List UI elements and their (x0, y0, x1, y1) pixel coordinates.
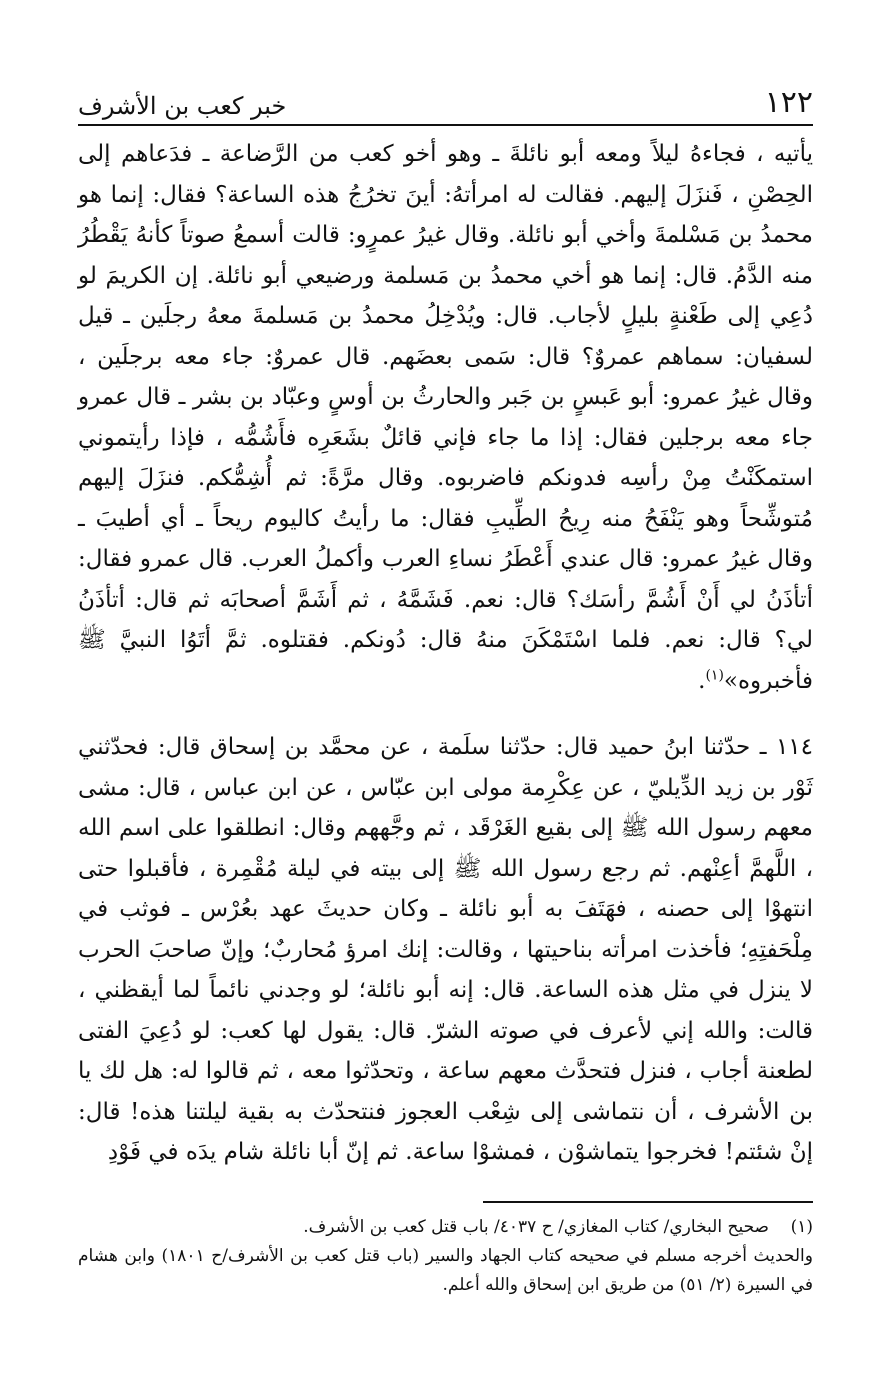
paragraph-2 (78, 727, 813, 1173)
footnote-1 (78, 1213, 813, 1242)
footnote-rule (483, 1201, 813, 1203)
footnote-2-text: والحديث أخرجه مسلم في صحيحه كتاب الجهاد والسير (باب قتل كعب بن الأشرف/ح ١٨٠١) وابن هشام في السيرة (٢/ ٥١) من طريق ابن إسحاق والله أعلم. (78, 1245, 813, 1295)
header-rule (78, 124, 813, 126)
paragraph-1-text: يأتيه ، فجاءهُ ليلاً ومعه أبو نائلةَ ـ وهو أخو كعب من الرَّضاعة ـ فدَعاهم إلى الحِصْنِ ، فَنزَلَ إليهم. فقالت له امرأتهُ: أينَ تخرُجُ هذه الساعة؟ فقال: إنما هو محمدُ بن مَسْلمةَ وأخي أبو نائلة. وقال غيرُ عمرٍو: قالت أسمعُ صوتاً كأنهُ يَقْطُرُ منه الدَّمُ. قال: إنما هو أخي محمدُ بن مَسلمة ورضيعي أبو نائلة. إن الكريمَ لو دُعِي إلى طَعْنةٍ بليلٍ لأجاب. قال: ويُدْخِلُ محمدُ بن مَسلمةَ معهُ رجلَين ـ قيل لسفيان: سماهم عمروٌ؟ قال: سَمى بعضَهم. قال عمروٌ: جاء معه برجلَين ، وقال غيرُ عمرو: أبو عَبسٍ بن جَبر والحارثُ بن أوسٍ وعبّاد بن بشر ـ قال عمرو جاء معه برجلين فقال: إذا ما جاء فإني قائلٌ بشَعَرِه فأَشُمُّه ، فإذا رأيتموني استمكَنْتُ مِنْ رأسِه فدونكم فاضربوه. وقال مرَّةً: ثم أُشِمُّكم. فنزَلَ إليهم مُتوشِّحاً وهو يَنْفَحُ منه رِيحُ الطِّيبِ فقال: ما رأيتُ كاليوم ريحاً ـ أي أطيبَ ـ وقال غيرُ عمرو: قال عندي أَعْطَرُ نساءِ العرب وأكملُ العرب. قال عمرو فقال: أتأذَنُ لي أَنْ أَشُمَّ رأسَك؟ قال: نعم. فَشَمَّهُ ، ثم أَشَمَّ أصحابَه ثم قال: أتأذَنُ لي؟ قال: نعم. فلما اسْتَمْكَنَ منهُ قال: دُونكم. فقتلوه. ثمَّ أتَوُا النبيَّ ﷺ فأخبروه» (78, 141, 813, 694)
running-header (78, 70, 813, 120)
footnotes (78, 1213, 813, 1300)
footnote-ref-1[interactable]: (١) (705, 666, 724, 683)
footnote-1-text: صحيح البخاري/ كتاب المغازي/ ح ٤٠٣٧/ باب قتل كعب بن الأشرف. (303, 1216, 769, 1237)
chapter-title: خبر كعب بن الأشرف (78, 92, 287, 120)
paragraph-2-text: ١١٤ ـ حدّثنا ابنُ حميد قال: حدّثنا سلَمة ، عن محمَّد بن إسحاق قال: فحدّثني ثَوْر بن زيد الدِّيليّ ، عن عِكْرِمة مولى ابن عبّاس ، عن ابن عباس ، قال: مشى معهم رسول الله ﷺ إلى بقيع الغَرْقَد ، ثم وجَّههم وقال: انطلقوا على اسم الله ، اللَّهمَّ أعِنْهم. ثم رجع رسول الله ﷺ إلى بيته في ليلة مُقْمِرة ، فأقبلوا حتى انتهوْا إلى حصنه ، فهَتَفَ به أبو نائلة ـ وكان حديثَ عهد بعُرْس ـ فوثب في مِلْحَفتِهِ؛ فأخذت امرأته بناحيتها ، وقالت: إنك امرؤ مُحاربٌ؛ وإنّ صاحبَ الحرب لا ينزل في مثل هذه الساعة. قال: إنه أبو نائلة؛ لو وجدني نائماً لما أيقظني ، قالت: والله إني لأعرف في صوته الشرّ. قال: يقول لها كعب: لو دُعِيَ الفتى لطعنة أجاب ، فنزل فتحدَّث معهم ساعة ، وتحدّثوا معه ، ثم قالوا له: هل لك يا بن الأشرف ، أن نتماشى إلى شِعْب العجوز فنتحدّث به بقية ليلتنا هذه! قال: إنْ شئتم! فخرجوا يتماشوْن ، فمشوْا ساعة. ثم إنّ أبا نائلة شام يدَه في فَوْدِ (78, 734, 814, 1165)
footnote-1-number: (١) (790, 1216, 813, 1237)
page-number: ١٢٢ (764, 85, 813, 120)
body-text (78, 134, 813, 1173)
footnote-2 (78, 1242, 813, 1300)
paragraph-1: يأتيه ، فجاءهُ ليلاً ومعه أبو نائلةَ ـ وهو أخو كعب من الرَّضاعة ـ فدَعاهم إلى الحِصْنِ ، فَنزَلَ إليهم. فقالت له امرأتهُ: أينَ تخرُجُ هذه الساعة؟ فقال: إنما هو محمدُ بن مَسْلمةَ وأخي أبو نائلة. وقال غيرُ عمرٍو: قالت أسمعُ صوتاً كأنهُ يَقْطُرُ منه الدَّمُ. قال: إنما هو أخي محمدُ بن مَسلمة ورضيعي أبو نائلة. إن الكريمَ لو دُعِي إلى طَعْنةٍ بليلٍ لأجاب. قال: ويُدْخِلُ محمدُ بن مَسلمةَ معهُ رجلَين ـ قيل لسفيان: سماهم عمروٌ؟ قال: سَمى بعضَهم. قال عمروٌ: جاء معه برجلَين ، وقال غيرُ عمرو: أبو عَبسٍ بن جَبر والحارثُ بن أوسٍ وعبّاد بن بشر ـ قال عمرو جاء معه برجلين فقال: إذا ما جاء فإني قائلٌ بشَعَرِه فأَشُمُّه ، فإذا رأيتموني استمكَنْتُ مِنْ رأسِه فدونكم فاضربوه. وقال مرَّةً: ثم أُشِمُّكم. فنزَلَ إليهم مُتوشِّحاً وهو يَنْفَحُ منه رِيحُ الطِّيبِ فقال: ما رأيتُ كاليوم ريحاً ـ أي أطيبَ ـ وقال غيرُ عمرو: قال عندي أَعْطَرُ نساءِ العرب وأكملُ العرب. قال عمرو فقال: أتأذَنُ لي أَنْ أَشُمَّ رأسَك؟ قال: نعم. فَشَمَّهُ ، ثم أَشَمَّ أصحابَه ثم قال: أتأذَنُ لي؟ قال: نعم. فلما اسْتَمْكَنَ منهُ قال: دُونكم. فقتلوه. ثمَّ أتَوُا النبيَّ ﷺ فأخبروه»$^{(١)}$. (78, 141, 813, 694)
